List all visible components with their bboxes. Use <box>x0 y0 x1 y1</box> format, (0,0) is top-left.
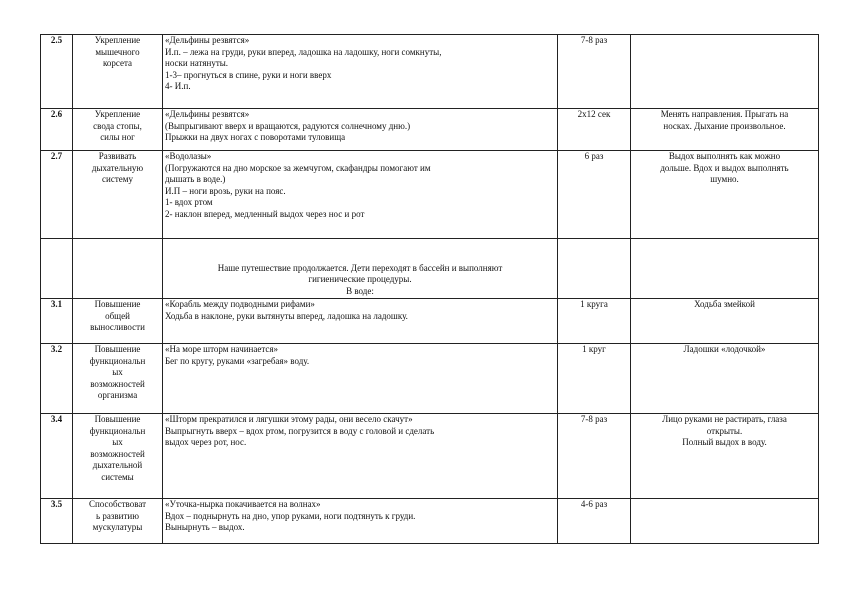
task-line: общей <box>105 310 130 321</box>
content-cell <box>163 151 558 239</box>
content-line: носки натянуты. <box>165 58 229 68</box>
lesson-plan-table <box>40 34 819 544</box>
row-number: 2.7 <box>41 151 73 239</box>
dosage-cell: 1 круга <box>558 299 631 344</box>
task-line: Способствоват <box>88 499 147 509</box>
notes-cell <box>631 344 819 414</box>
notes-line: дольше. Вдох и выдох выполнять <box>660 162 789 173</box>
task-line: дыхательной <box>92 460 143 470</box>
dosage-cell: 7-8 раз <box>558 35 631 109</box>
content-line: Выпрыгнуть вверх – вдох ртом, погрузится в воду с головой и сделать <box>165 425 435 436</box>
content-line: 1-3– прогнуться в спине, руки и ноги вверх <box>165 69 332 80</box>
notes-line: открыты. <box>706 425 743 436</box>
task-line: ь развитию <box>96 510 139 521</box>
row-number: 2.5 <box>41 35 73 109</box>
task-line: мускулатуры <box>92 522 143 532</box>
task-line: силы ног <box>100 132 135 142</box>
task-line: ых <box>112 367 123 377</box>
task-line: корсета <box>102 58 133 68</box>
dosage-cell: 6 раз <box>558 151 631 239</box>
empty-cell <box>73 239 163 299</box>
task-cell <box>73 109 163 151</box>
table-row <box>41 499 819 544</box>
dosage-cell: 7-8 раз <box>558 414 631 499</box>
notes-cell <box>631 414 819 499</box>
table-row <box>41 151 819 239</box>
content-line: дышать в воде.) <box>165 174 226 184</box>
task-line: Укрепление <box>94 109 141 119</box>
task-line: ых <box>112 437 123 447</box>
notes-line: шумно. <box>710 174 739 184</box>
table-row <box>41 35 819 109</box>
notes-line: Полный выдох в воду. <box>682 437 767 447</box>
content-line: (Погружаются на дно морское за жемчугом, скафандры помогают им <box>165 162 431 173</box>
content-line: Вдох – поднырнуть на дно, упор руками, ноги подтянуть к груди. <box>165 510 416 521</box>
content-line: «На море шторм начинается» <box>165 344 279 354</box>
notes-line: Ладошки «лодочкой» <box>683 344 766 354</box>
content-line: «Водолазы» <box>165 151 212 161</box>
content-line: (Выпрыгивают вверх и вращаются, радуются солнечному дню.) <box>165 120 411 131</box>
notes-line: носках. Дыхание произвольное. <box>663 120 786 131</box>
task-line: Повышение <box>94 299 141 309</box>
task-line: функциональн <box>89 425 146 436</box>
task-line: Укрепление <box>94 35 141 45</box>
notes-cell <box>631 35 819 109</box>
transition-line: гигиенические процедуры. <box>308 274 412 284</box>
table-row <box>41 344 819 414</box>
content-cell <box>163 35 558 109</box>
notes-cell <box>631 499 819 544</box>
table-row <box>41 414 819 499</box>
notes-cell <box>631 151 819 239</box>
notes-cell <box>631 299 819 344</box>
task-line: мышечного <box>95 46 140 57</box>
row-number: 2.6 <box>41 109 73 151</box>
content-line: И.П – ноги врозь, руки на пояс. <box>165 185 286 196</box>
task-line: организма <box>97 390 138 400</box>
content-line: «Дельфины резвятся» <box>165 109 250 119</box>
row-number: 3.5 <box>41 499 73 544</box>
content-line: Вынырнуть – выдох. <box>165 522 245 532</box>
empty-cell <box>41 239 73 299</box>
task-line: Развивать <box>98 151 137 161</box>
content-line: 4- И.п. <box>165 81 191 91</box>
task-cell <box>73 344 163 414</box>
dosage-cell: 4-6 раз <box>558 499 631 544</box>
content-cell <box>163 109 558 151</box>
transition-line: В воде: <box>346 285 374 296</box>
task-cell <box>73 151 163 239</box>
notes-line: Выдох выполнять как можно <box>668 151 781 161</box>
empty-cell <box>631 239 819 299</box>
notes-line: Лицо руками не растирать, глаза <box>662 414 787 424</box>
notes-line: Менять направления. Прыгать на <box>660 109 789 119</box>
task-line: дыхательную <box>91 162 144 173</box>
dosage-cell: 2х12 сек <box>558 109 631 151</box>
content-line: «Уточка-нырка покачивается на волнах» <box>165 499 321 509</box>
table-row <box>41 299 819 344</box>
task-line: выносливости <box>90 322 145 332</box>
task-line: системы <box>101 471 134 482</box>
dosage-cell: 1 круг <box>558 344 631 414</box>
content-line: Ходьба в наклоне, руки вытянуты вперед, ладошка на ладошку. <box>165 310 408 321</box>
content-line: И.п. – лежа на груди, руки вперед, ладошка на ладошку, ноги сомкнуты, <box>165 46 442 57</box>
task-cell <box>73 35 163 109</box>
notes-cell <box>631 109 819 151</box>
task-cell <box>73 499 163 544</box>
notes-line: Ходьба змейкой <box>694 299 755 309</box>
task-line: функциональн <box>89 355 146 366</box>
task-cell <box>73 414 163 499</box>
content-line: выдох через рот, нос. <box>165 437 247 447</box>
task-line: Повышение <box>94 344 141 354</box>
content-line: 1- вдох ртом <box>165 197 213 207</box>
row-number: 3.4 <box>41 414 73 499</box>
content-line: «Дельфины резвятся» <box>165 35 250 45</box>
table-row <box>41 239 819 299</box>
table-row <box>41 109 819 151</box>
content-line: «Корабль между подводными рифами» <box>165 299 315 309</box>
row-number: 3.1 <box>41 299 73 344</box>
content-cell <box>163 499 558 544</box>
empty-cell <box>558 239 631 299</box>
transition-cell <box>163 239 558 299</box>
task-line: возможностей <box>90 448 145 459</box>
content-line: Бег по кругу, руками «загребая» воду. <box>165 355 310 366</box>
content-line: «Шторм прекратился и лягушки этому рады, они весело скачут» <box>165 414 413 424</box>
content-cell <box>163 299 558 344</box>
task-line: систему <box>102 174 133 184</box>
row-number: 3.2 <box>41 344 73 414</box>
task-line: свода стопы, <box>93 120 142 131</box>
content-line: 2- наклон вперед, медленный выдох через нос и рот <box>165 208 365 219</box>
task-cell <box>73 299 163 344</box>
content-cell <box>163 414 558 499</box>
content-cell <box>163 344 558 414</box>
transition-line: Наше путешествие продолжается. Дети переходят в бассейн и выполняют <box>217 262 503 273</box>
task-line: возможностей <box>90 378 145 389</box>
content-line: Прыжки на двух ногах с поворотами туловища <box>165 132 346 142</box>
task-line: Повышение <box>94 414 141 424</box>
